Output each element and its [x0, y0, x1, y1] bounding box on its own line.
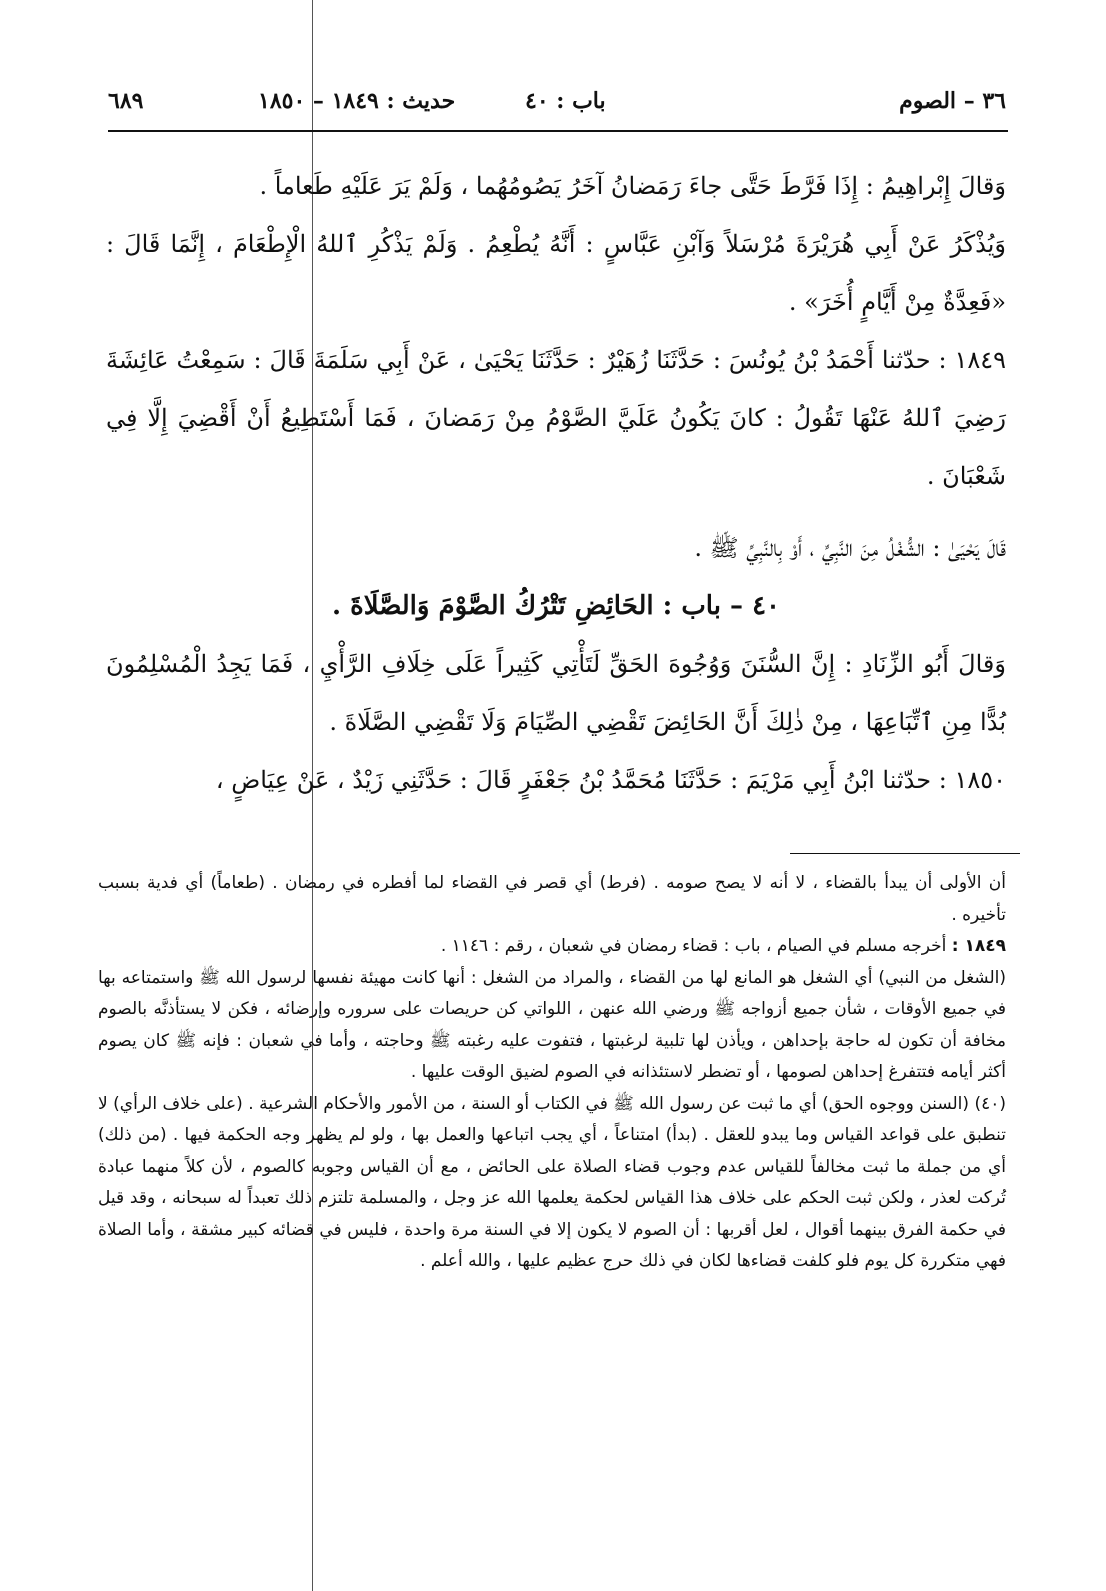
running-head-hadith-range: حديث : ١٨٤٩ – ١٨٥٠ — [258, 88, 456, 114]
abu-hurayra-report: وَيُذْكَرُ عَنْ أَبِي هُرَيْرَةَ مُرْسَلاً وَآبْنِ عَبَّاسٍ : أَنَّهُ يُطْعِمُ . وَلَمْ يَذْكُرِ ٱللهُ الْإِطْعَامَ ، إِنَّمَا قَالَ : «فَعِدَّةٌ مِنْ أَيَّامٍ أُخَرَ» . — [106, 230, 1006, 316]
footnote-chapter-40: (٤٠) (السنن ووجوه الحق) أي ما ثبت عن رسول الله ﷺ في الكتاب أو السنة ، من الأمور والأحكام الشرعية . (على خلاف الرأي) لا تنطبق على قواعد القياس وما يبدو للعقل . (بدأ) امتناعاً ، أي يجب اتباعها والعمل بها ، ولو لم يظهر وجه الحكمة فيها . (من ذلك) أي من جملة ما ثبت مخالفاً للقياس عدم وجوب قضاء الصلاة على الحائض ، مع أن القياس وجوبه كالصوم ، لأن كلاً منهما عبادة تُركت لعذر ، ولكن ثبت الحكم على خلاف هذا القياس لحكمة يعلمها الله عز وجل ، والمسلمة تلتزم ذلك تعبداً له سبحانه ، وقد قيل في حكمة الفرق بينهما أقوال ، لعل أقربها : أن الصوم لا يكون إلا في السنة مرة واحدة ، فليس في قضائه كبير مشقة ، وأما الصلاة فهي متكررة كل يوم فلو كلفت قضاءها لكان في ذلك حرج عظيم عليها ، والله أعلم . — [98, 1093, 1006, 1271]
footnotes — [98, 868, 1006, 1278]
yahya-note: قَالَ يَحْيَىٰ : الشُّغْلُ مِنَ النَّبِيِّ ، أَوْ بِالنَّبِيِّ ﷺ . — [694, 534, 1006, 562]
footnote-shughl-explanation: (الشغل من النبي) أي الشغل هو المانع لها من القضاء ، والمراد من الشغل : أنها كانت مهيئة نفسها لرسول الله ﷺ واستمتاعه بها في جميع الأوقات ، شأن جميع أزواجه ﷺ ورضي الله عنهن ، اللواتي كن حريصات على سروره وإرضائه ، فكن لا يستأذنَّه بالصوم مخافة أن تكون له حاجة بإحداهن ، ويأذن لها تلبية لرغبتها ، فتفوت عليه رغبته ﷺ وحاجته ، وأما في شعبان : فإنه ﷺ كان يصوم أكثر أيامه فتتفرغ إحداهن لصومها ، أو تضطر لاستئذانه في الصوم لضيق الوقت عليها . — [98, 967, 1006, 1082]
hadith-1849: ١٨٤٩ : حدّثنا أَحْمَدُ بْنُ يُونُسَ : حَدَّثَنَا زُهَيْرٌ : حَدَّثَنَا يَحْيَىٰ ، عَنْ أَبِي سَلَمَةَ قَالَ : سَمِعْتُ عَائِشَةَ رَضِيَ ٱللهُ عَنْهَا تَقُولُ : كانَ يَكُونُ عَلَيَّ الصَّوْمُ مِنْ رَمَضانَ ، فَمَا أَسْتَطِيعُ أَنْ أَقْضِيَ إِلَّا فِي شَعْبَانَ . — [106, 346, 1006, 490]
hadith-1850: ١٨٥٠ : حدّثنا ابْنُ أَبِي مَرْيَمَ : حَدَّثَنَا مُحَمَّدُ بْنُ جَعْفَرٍ قَالَ : حَدَّثَنِي زَيْدٌ ، عَنْ عِيَاضٍ ، — [215, 766, 1006, 794]
page-number: ٦٨٩ — [108, 88, 144, 114]
main-text — [106, 157, 1006, 809]
footnote-fasting-order: أن الأولى أن يبدأ بالقضاء ، لا أنه لا يصح صومه . (فرط) أي قصر في القضاء لما أفطره في رمضان . (طعاماً) أي فدية بسبب تأخيره . — [98, 873, 1006, 925]
footnote-takhrij — [98, 931, 1006, 963]
footnote-separator — [790, 853, 1020, 854]
footnote-hadith-number: ١٨٤٩ : — [951, 936, 1006, 956]
chapter-heading: ٤٠ – باب : الحَائِضِ تَتْرُكُ الصَّوْمَ وَالصَّلَاةَ . — [331, 591, 781, 621]
footnote-takhrij-text: أخرجه مسلم في الصيام ، باب : قضاء رمضان في شعبان ، رقم : ١١٤٦ . — [440, 936, 947, 956]
running-head-bab: باب : ٤٠ — [525, 88, 606, 114]
ibrahim-saying: وَقالَ إِبْراهِيمُ : إِذَا فَرَّطَ حَتَّى جاءَ رَمَضانُ آخَرُ يَصُومُهُما ، وَلَمْ يَرَ عَلَيْهِ طَعاماً . — [259, 172, 1006, 200]
header-rule — [108, 130, 1008, 132]
running-head-chapter: ٣٦ – الصوم — [899, 88, 1006, 114]
abu-zinad-saying: وَقالَ أَبُو الزِّنَادِ : إِنَّ السُّنَنَ وَوُجُوهَ الحَقِّ لَتَأْتِي كَثِيراً عَلَى خِلَافِ الرَّأْيِ ، فَمَا يَجِدُ الْمُسْلِمُونَ بُدًّا مِنِ ٱتِّبَاعِهَا ، مِنْ ذٰلِكَ أَنَّ الحَائِضَ تَقْضِي الصِّيَامَ وَلَا تَقْضِي الصَّلَاةَ . — [106, 650, 1006, 736]
